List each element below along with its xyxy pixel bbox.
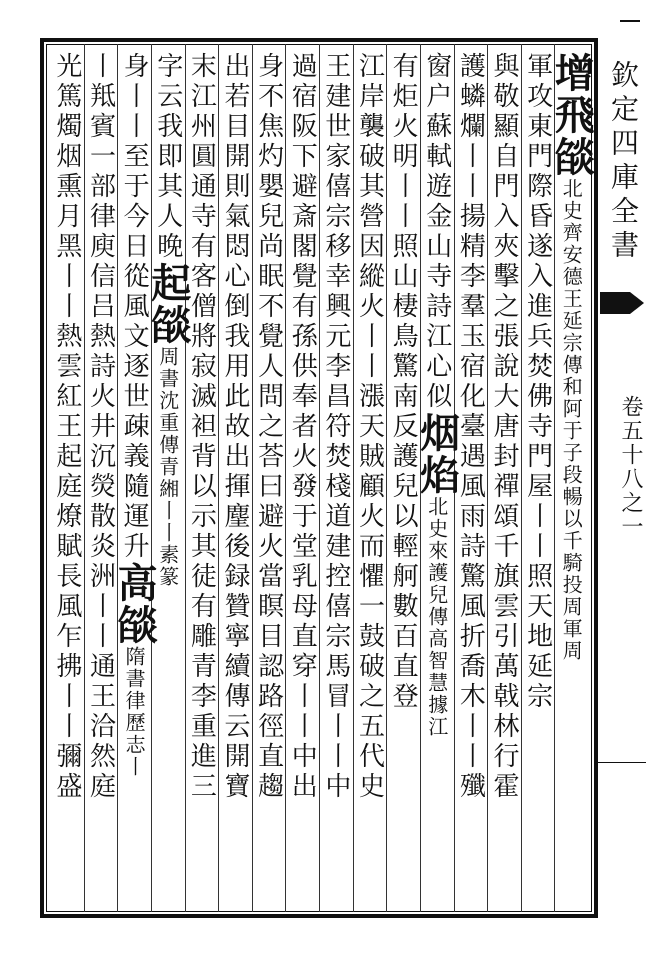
volume-label: 卷五十八之一 [618,395,643,539]
headword: 增飛燄 [548,52,596,178]
column-text: 護䗲爛丨丨揚精李羣玉宿化臺遇風雨詩驚風折喬木丨丨殲 [455,52,486,802]
column-text: 北史來護兒傳高智慧據江 [424,496,449,738]
column-text: 窗户蘇軾遊金山寺詩江心似 [421,52,452,412]
corner-mark [620,20,640,32]
column-text: 王建世家僖宗移幸興元李昌符焚棧道建控僖宗馬冒丨丨中 [320,52,351,802]
column-text: 出若目開則氣悶心倒我用此故出揮麈後録贊寧續傳云開寶 [219,52,250,802]
column-text: 字云我即其人晚 [152,52,183,262]
text-column [47,52,87,902]
column-text: 末江州圓通寺有客僧將寂滅袒背以示其徒有雕青李重進三 [186,52,217,802]
margin-divider [598,762,646,763]
fishtail-mark [600,292,630,314]
column-text: 丨羝賓一部律庾信吕熱詩火井沉熒散炎洲丨丨通王洽然庭 [85,52,116,802]
column-text: 周書沈重傳青緗丨丨素篆 [155,346,180,588]
column-text: 身不焦灼嬰兒尚眠不覺人問之荅曰避火當瞑目認路徑直趨 [253,52,284,802]
column-text: 隋書律歷志丨 [122,646,147,778]
column-text: 北史齊安德王延宗傳和阿于子段暢以千騎投周軍周 [559,178,584,662]
column-text: 身丨丨至于今日從風文逐世疎義隨運升 [119,52,150,562]
column-text: 與敬顯自門入夾擊之張說大唐封禪頌千旗雲引萬戟林行霍 [488,52,519,802]
column-text: 有炬火明丨丨照山棲鳥驚南反護兒以輕舸數百直登 [388,52,419,712]
headword: 起燄 [144,262,192,346]
column-text: 過宿阪下避斎閣覺有孫供奉者火發于堂乳母直穿丨丨中出 [287,52,318,802]
column-text: 光篤燭烟熏月黑丨丨熱雲紅王起庭燎賦長風乍拂丨丨彌盛 [51,52,82,802]
headword: 高燄 [111,562,159,646]
headword: 烟焰 [413,412,461,496]
column-text: 軍攻東門際昏遂入進兵焚佛寺門屋丨丨照天地延宗 [522,52,553,712]
column-text: 江岸襲破其營因縱火丨丨漲天賊顧火而懼一鼓破之五代史 [354,52,385,802]
book-title: 欽定四庫全書 [607,60,640,264]
